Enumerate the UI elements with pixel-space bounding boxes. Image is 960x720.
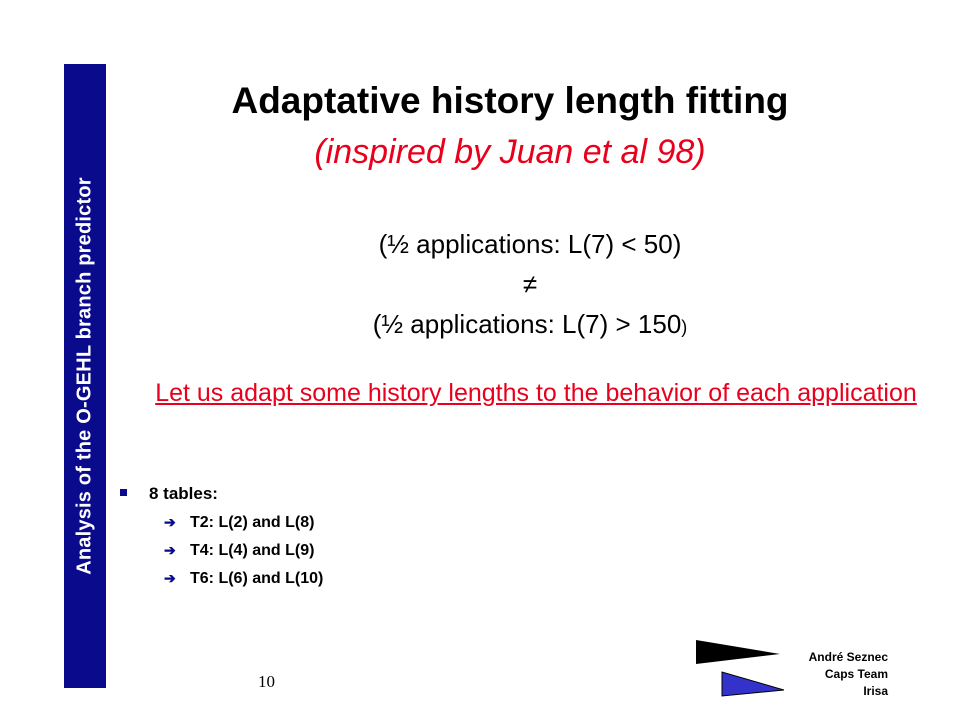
sub-bullet-item bbox=[164, 570, 323, 588]
comparison-line-2-main: (½ applications: L(7) > 150 bbox=[372, 309, 682, 339]
arrow-right-icon: ➔ bbox=[164, 542, 176, 558]
arrow-right-icon: ➔ bbox=[164, 514, 176, 530]
not-equal-sign: ≠ bbox=[522, 269, 538, 299]
slide-title: Adaptative history length fitting bbox=[231, 80, 789, 121]
slide-subtitle: (inspired by Juan et al 98) bbox=[314, 133, 706, 171]
logo-dark-flag bbox=[696, 640, 780, 664]
sub-bullet-text: T6: L(6) and L(10) bbox=[190, 570, 324, 587]
arrow-right-icon: ➔ bbox=[164, 570, 176, 586]
sub-bullet-text: T2: L(2) and L(8) bbox=[190, 514, 315, 531]
author-name: André Seznec bbox=[808, 650, 888, 664]
author-org: Irisa bbox=[863, 684, 888, 698]
square-bullet-icon bbox=[120, 489, 127, 496]
sub-bullet-item bbox=[164, 542, 314, 560]
sidebar-title: Analysis of the O-GEHL branch predictor bbox=[73, 177, 96, 575]
logo-blue-flag bbox=[722, 672, 784, 696]
author-team: Caps Team bbox=[824, 667, 888, 681]
comparison-line-1: (½ applications: L(7) < 50) bbox=[378, 229, 682, 259]
author-block bbox=[809, 649, 888, 700]
page-number: 10 bbox=[258, 672, 275, 691]
bullet-label: 8 tables: bbox=[149, 484, 218, 503]
comparison-line-2 bbox=[120, 308, 940, 343]
sub-bullet-text: T4: L(4) and L(9) bbox=[190, 542, 315, 559]
bullet-item bbox=[120, 484, 218, 504]
sub-bullet-item bbox=[164, 514, 314, 532]
irisa-logo bbox=[694, 636, 784, 708]
comparison-line-2-close: ) bbox=[681, 317, 688, 337]
adapt-statement: Let us adapt some history lengths to the behavior of each application bbox=[155, 379, 917, 407]
